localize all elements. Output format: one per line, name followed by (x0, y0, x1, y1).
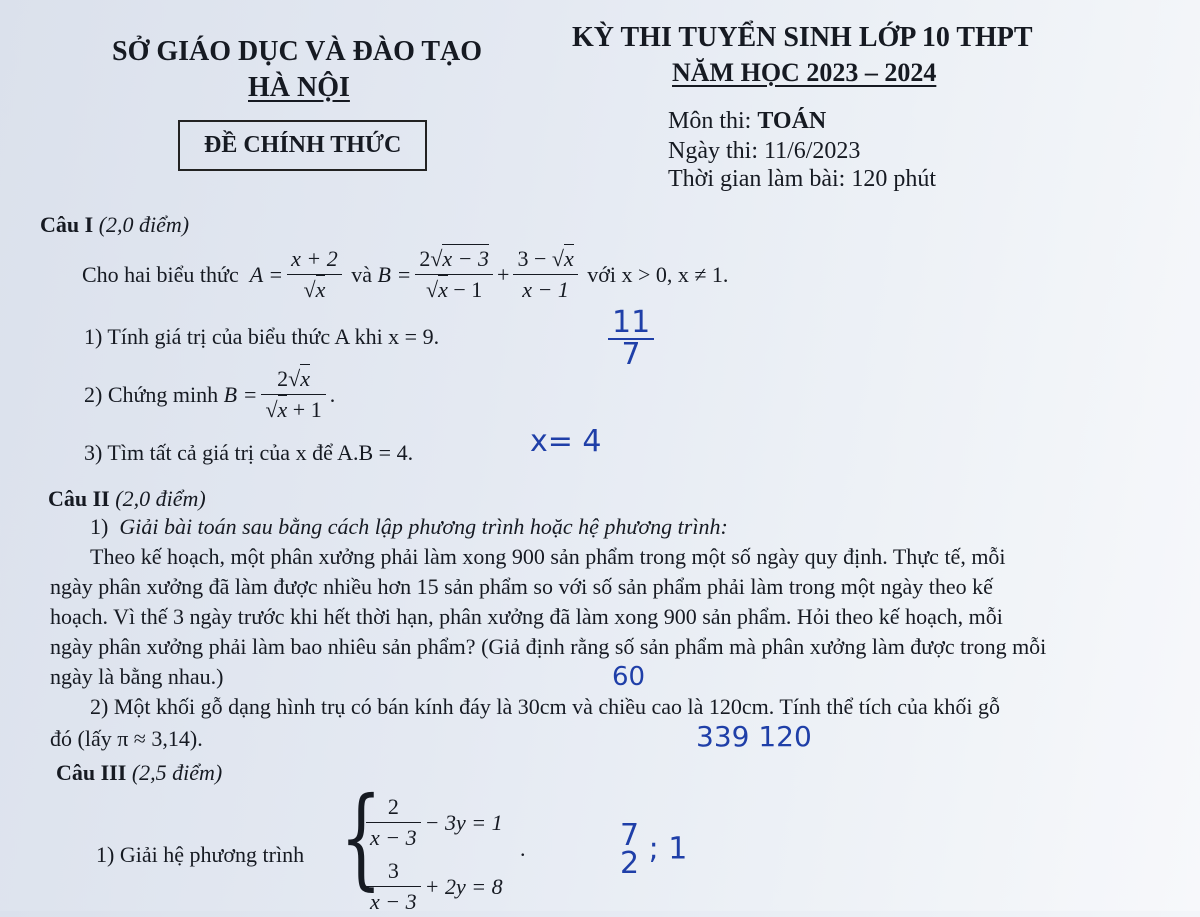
question-1-part-2: 2) Chứng minh B = $\frac{2√x}{√x + 1}$ . (84, 364, 335, 425)
question-3-title: Câu III (2,5 điểm) (56, 760, 223, 785)
question-1-part-1: 1) Tính giá trị của biểu thức A khi x = 9. (84, 324, 440, 349)
handwritten-answer-2-1: 60 (612, 662, 646, 692)
question-2-part-2-line-1: 2) Một khối gỗ dạng hình trụ có bán kính đáy là 30cm và chiều cao là 120cm. Tính thể tích của khối gỗ (90, 694, 1000, 719)
question-2-part-1: 1) Giải bài toán sau bằng cách lập phương trình hoặc hệ phương trình: (90, 514, 728, 539)
city-name: HÀ NỘI (248, 72, 350, 103)
exam-title: KỲ THI TUYỂN SINH LỚP 10 THPT (572, 22, 1033, 53)
question-1-expressions: Cho hai biểu thức A = $\frac{x + 2}{√x}$ và B = $\frac{2√x - 3}{√x - 1}$ + $\frac{3 - √x}{x - 1}$ với x > 0, x ≠ 1. (82, 244, 728, 305)
handwritten-answer-1-3: x= 4 (530, 424, 602, 459)
question-3-part-1: 1) Giải hệ phương trình (96, 842, 305, 867)
system-equation-1: $\frac{2}{x - 3}$ − 3y = 1 (362, 792, 503, 853)
handwritten-answer-3-1: 7 2 ; 1 (620, 818, 688, 881)
question-1-part-3: 3) Tìm tất cả giá trị của x để A.B = 4. (84, 440, 414, 465)
official-exam-box: ĐỀ CHÍNH THỨC (178, 120, 427, 171)
system-equation-2: $\frac{3}{x - 3}$ + 2y = 8 (362, 856, 503, 917)
exam-duration: Thời gian làm bài: 120 phút (668, 166, 936, 192)
handwritten-answer-1-1: 11 7 (608, 308, 654, 370)
question-2-title: Câu II (2,0 điểm) (48, 486, 206, 511)
question-2-paragraph-line-5: ngày là bằng nhau.) (50, 664, 224, 689)
fraction-B-proof: $\frac{2√x}{√x + 1}$ (261, 364, 325, 425)
question-2-paragraph-line-1: Theo kế hoạch, một phân xưởng phải làm xong 900 sản phẩm trong một số ngày quy định. Thực tế, mỗi (90, 544, 1006, 569)
school-year: NĂM HỌC 2023 – 2024 (672, 58, 937, 87)
fraction-B2: $\frac{3 - √x}{x - 1}$ (513, 244, 577, 305)
question-2-paragraph-line-2: ngày phân xưởng đã làm được nhiều hơn 15 sản phẩm so với số sản phẩm phải làm trong một ngày theo kế (50, 574, 993, 599)
question-1-title: Câu I (2,0 điểm) (40, 212, 190, 237)
fraction-B1: $\frac{2√x - 3}{√x - 1}$ (415, 244, 493, 305)
question-2-paragraph-line-3: hoạch. Vì thế 3 ngày trước khi hết thời hạn, phân xưởng đã làm xong 900 sản phẩm. Hỏi theo kế hoạch, mỗi (50, 604, 1003, 629)
department-name: SỞ GIÁO DỤC VÀ ĐÀO TẠO (112, 36, 483, 67)
handwritten-answer-2-2: 339 120 (696, 720, 812, 753)
exam-date: Ngày thi: 11/6/2023 (668, 138, 861, 164)
subject-line: Môn thi: TOÁN (668, 108, 827, 134)
fraction-A: $\frac{x + 2}{√x}$ (287, 244, 342, 305)
question-2-part-2-line-2: đó (lấy π ≈ 3,14). (50, 726, 203, 751)
system-end-dot: . (520, 836, 526, 861)
question-2-paragraph-line-4: ngày phân xưởng phải làm bao nhiêu sản phẩm? (Giả định rằng số sản phẩm mà phân xưởng làm được trong mỗi (50, 634, 1047, 659)
system-brace: { (340, 773, 382, 901)
